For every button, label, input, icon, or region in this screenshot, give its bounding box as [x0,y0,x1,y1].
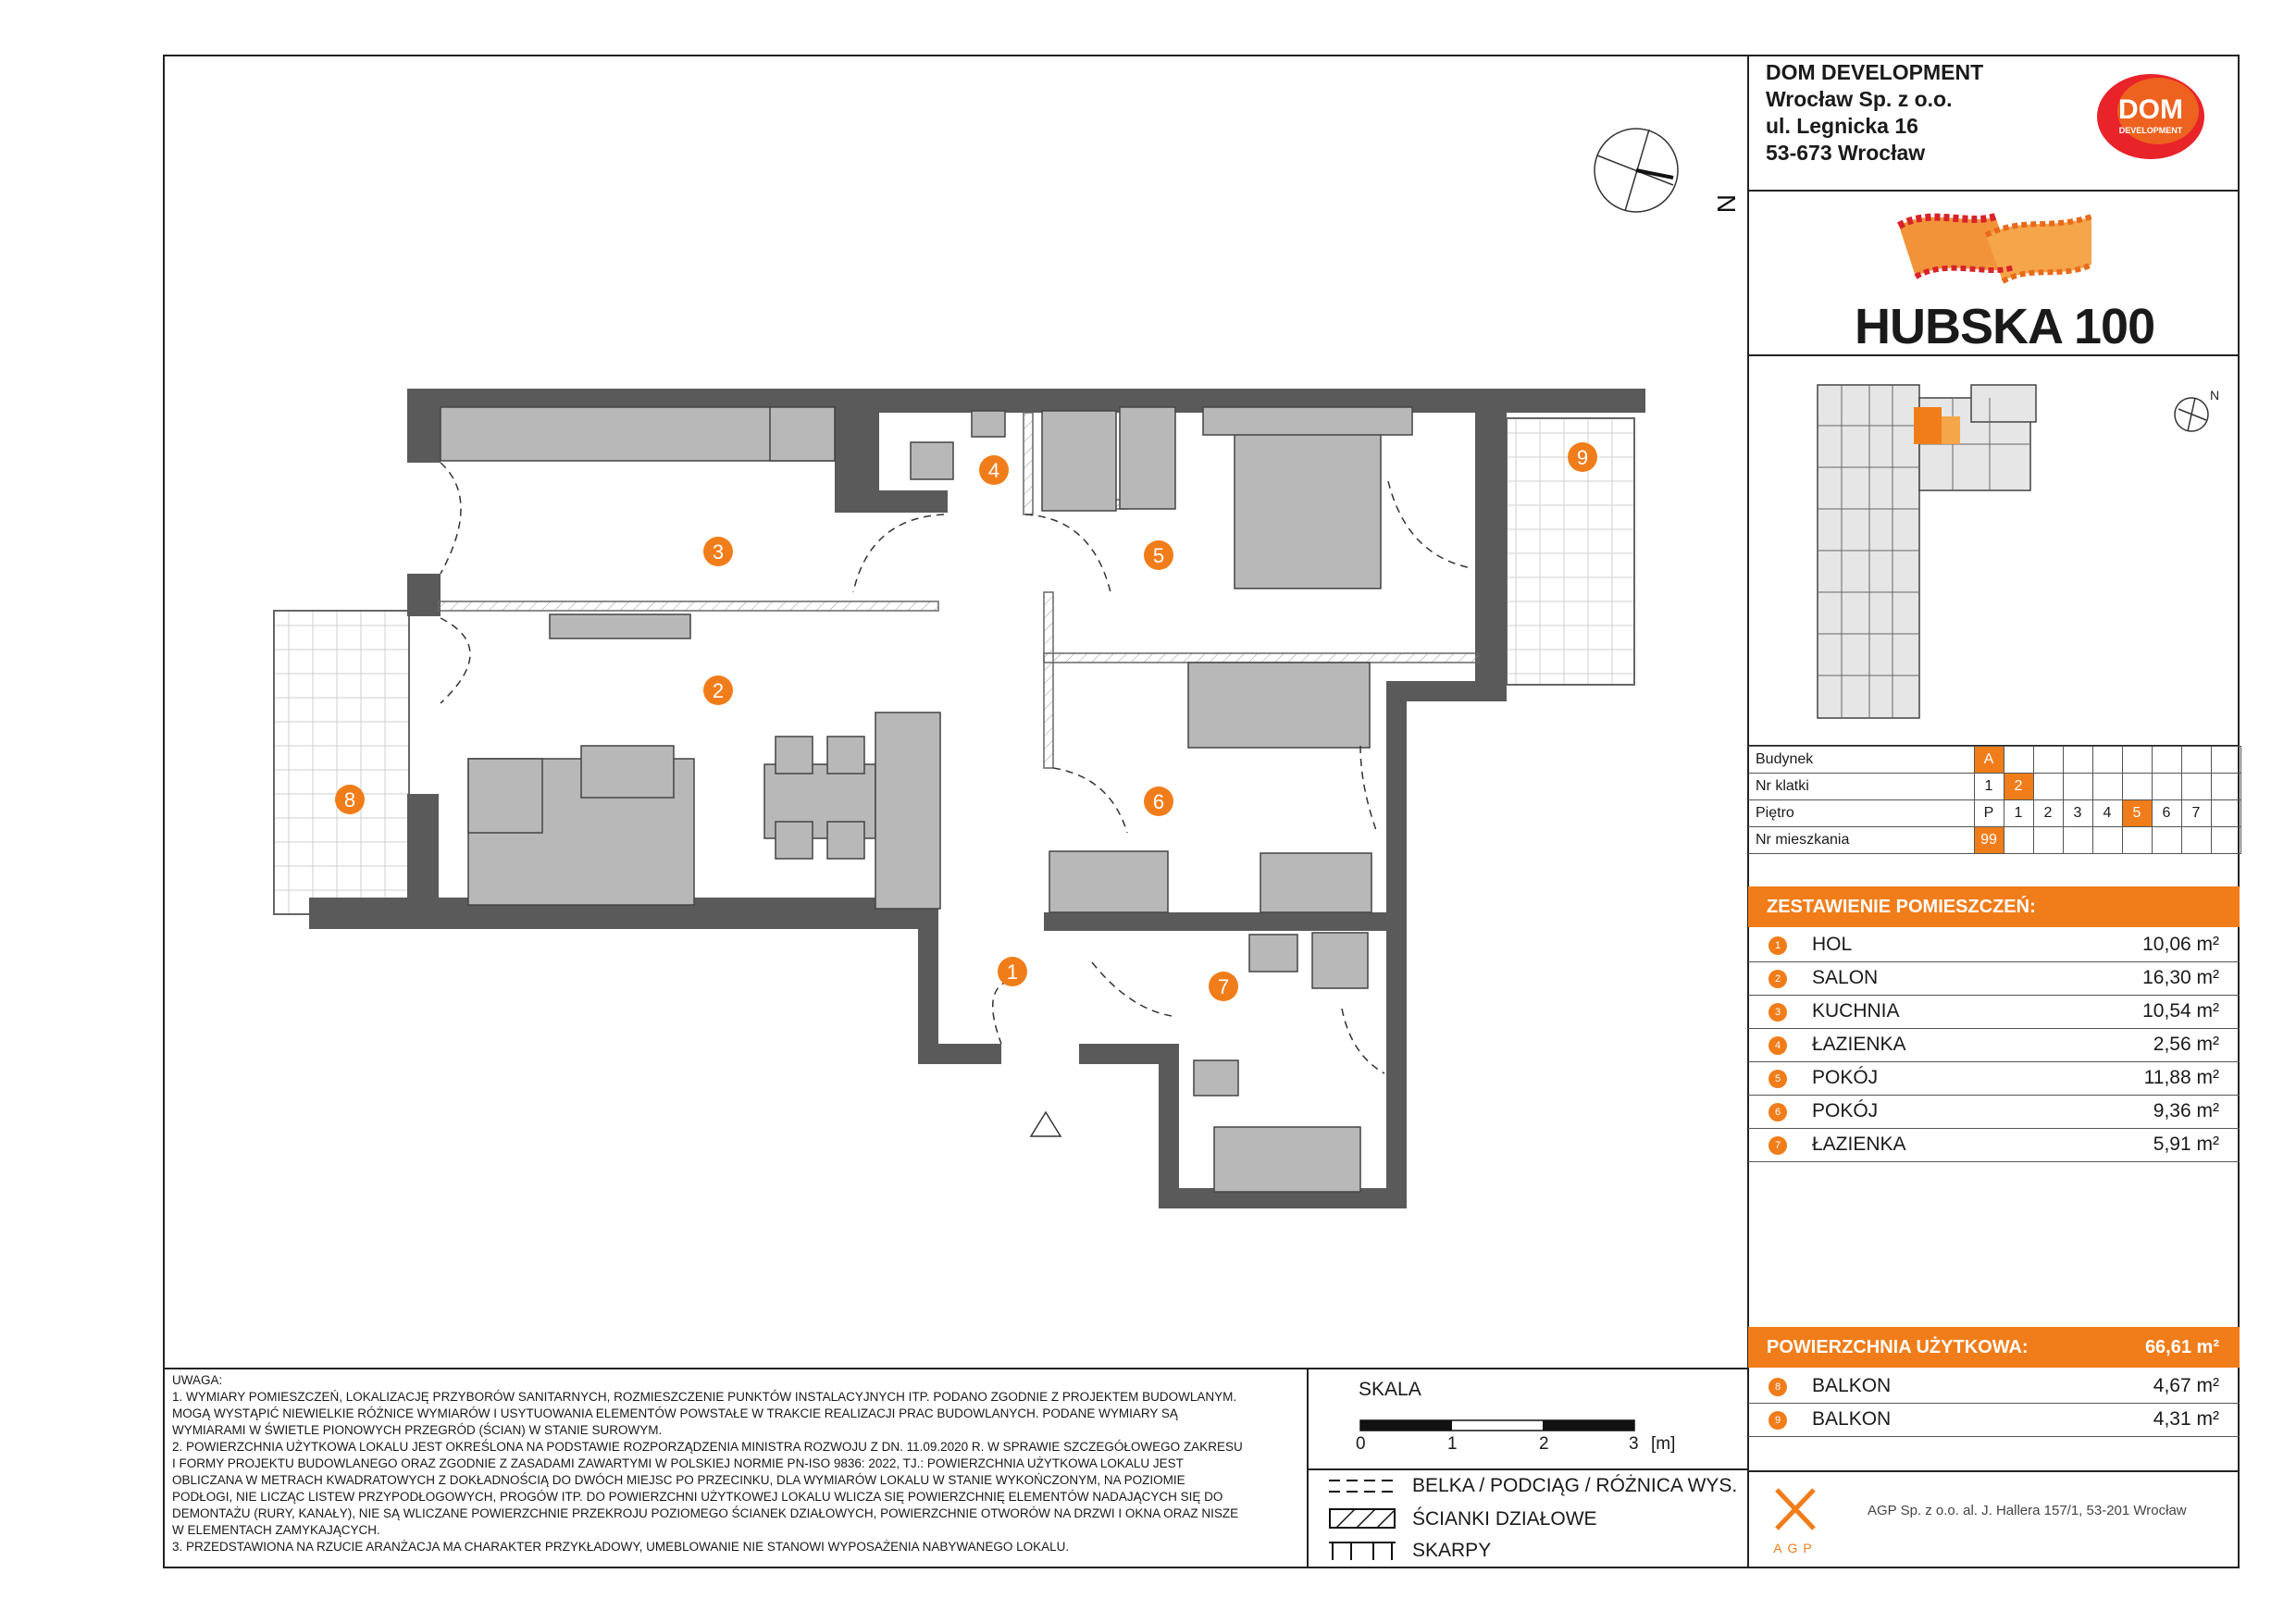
room-area: 16,30 m² [2142,967,2219,988]
legend-reveals-symbol [1329,1540,1396,1560]
compass-label: N [1712,194,1741,214]
pietro-3: 3 [2063,800,2092,827]
room-area: 10,54 m² [2142,1000,2219,1022]
room-badge: 5 [1769,1070,1787,1088]
room-badge: 2 [1769,970,1787,988]
klatka-1: 1 [1974,774,2004,800]
marker-5-label: 5 [1152,544,1165,567]
partition-kitchen-salon [439,601,938,611]
dining-chair [827,737,864,774]
legend-beam-symbol [1329,1477,1396,1495]
room-badge: 7 [1769,1136,1787,1155]
notes-line: DEMONTAŻU (RURY, KANAŁY), NIE SĄ WLICZANE POWIERZCHNIE PRZEKROJU POZIOMEGO ŚCIANEK DZIAŁOWYCH, POWIERZCHNIE OTWORÓW NA DRZWI I OKNA ORAZ NISZE [172,1506,1239,1520]
kitchen-fridge-column [770,407,835,461]
scale-bar [1360,1419,1634,1431]
klatka-label: Nr klatki [1748,774,1974,800]
room-row [1748,1028,2240,1062]
company-legal: Wrocław Sp. z o.o. [1766,87,1953,111]
shower [1042,411,1116,511]
scale-tick-0: 0 [1356,1434,1366,1454]
usable-area-label: POWIERZCHNIA UŻYTKOWA: [1767,1337,2029,1357]
company-address [1766,59,1983,167]
row-budynek [1748,747,2240,774]
legend-reveals-label: SKARPY [1412,1540,1492,1561]
pietro-4: 4 [2092,800,2122,827]
keyplan-compass-label: N [2210,388,2220,403]
row-mieszkanie [1748,827,2240,854]
room-area: 2,56 m² [2153,1034,2219,1055]
room-badge: 6 [1769,1103,1787,1121]
film-strip-logo [1893,198,2097,291]
partition-rooms-5-6 [1044,653,1479,663]
entrance-marker [1031,1112,1061,1136]
balcony-badge: 8 [1769,1378,1787,1396]
wall-corridor-left [918,898,938,1064]
klatka-2: 2 [2004,774,2033,800]
room-row [1748,1061,2240,1096]
scale-tick-2: 2 [1539,1434,1549,1454]
balcony-name: BALKON [1812,1408,1892,1430]
wardrobe-salon [875,712,940,909]
scale-tick-1: 1 [1447,1434,1458,1454]
bottom-right-divider [1747,1470,2240,1472]
company-street: ul. Legnicka 16 [1766,114,1918,138]
room-name: HOL [1812,934,1853,955]
company-name: DOM DEVELOPMENT [1766,60,1984,84]
room-name: SALON [1812,967,1879,988]
balcony-row [1748,1403,2240,1437]
room-badge: 1 [1769,936,1787,955]
notes-line: 1. WYMIARY POMIESZCZEŃ, LOKALIZACJĘ PRZYBORÓW SANITARNYCH, ROZMIESZCZENIE PUNKTÓW INSTALACYJNYCH ITP. PODANO ZGODNIE Z PROJEKTEM BUDOWLANYM. [172,1390,1237,1404]
notes-line: I FORMY PROJEKTU BUDOWLANEGO ORAZ ZGODNIE Z ZASADAMI ZAWARTYMI W POLSKIEJ NORMIE PN-ISO 9836: 2022, TJ.: POWIERZCHNIA UŻYTKOWA LOKALU JEST [172,1456,1184,1470]
agp-logo-text: AGP [1773,1541,1818,1555]
room-name: KUCHNIA [1812,1000,1900,1022]
partition-bath4 [1024,413,1033,514]
washing-machine [1312,933,1368,988]
project-name: HUBSKA 100 [1855,299,2155,354]
desk-room6 [1260,853,1371,912]
marker-8-label: 8 [343,788,356,812]
wall-bath-left [1079,1044,1172,1064]
key-plan [1814,379,2082,731]
partition-hall-rooms [1044,592,1053,768]
dining-chair [827,822,864,859]
notes-line: OBLICZANA W METRACH KWADRATOWYCH Z DOKŁADNOŚCIĄ DO DWÓCH MIEJSC PO PRZECINKU, DLA WYMIARÓW LOKALU W STANIE WYKOŃCZONYM, NA POZIOMIE [172,1473,1185,1487]
room-area: 10,06 m² [2142,934,2219,955]
room-area: 11,88 m² [2143,1067,2219,1088]
budynek-value: A [1974,747,2004,774]
marker-4-label: 4 [987,459,1000,482]
architect-address: AGP Sp. z o.o. al. J. Hallera 157/1, 53-201 Wrocław [1868,1503,2187,1518]
marker-2-label: 2 [712,679,725,702]
notes-line: MOGĄ WYSTĄPIĆ NIEWIELKIE RÓŻNICE WYMIARÓW I USYTUOWANIA ELEMENTÓW POWSTAŁE W TRAKCIE REALIZACJI PRAC BUDOWLANYCH. PODANE WYMIARY SĄ [172,1406,1178,1420]
company-city: 53-673 Wrocław [1766,141,1926,165]
wall-left-mid [407,574,441,616]
wall-bottom-right [1044,912,1396,931]
balcony-8 [274,611,409,914]
room-name: POKÓJ [1812,1067,1879,1088]
room-area: 9,36 m² [2153,1100,2219,1121]
notes-title: UWAGA: [172,1373,223,1387]
pietro-6: 6 [2152,800,2181,827]
row-klatka [1748,774,2240,800]
marker-6-label: 6 [1152,790,1165,813]
scale-title: SKALA [1359,1379,1421,1400]
mieszkanie-label: Nr mieszkania [1748,827,1974,854]
budynek-label: Budynek [1748,747,1974,774]
balcony-row [1748,1369,2240,1404]
marker-9-label: 9 [1576,446,1589,469]
balcony-name: BALKON [1812,1375,1892,1396]
pietro-7: 7 [2181,800,2211,827]
notes-line: PODŁOGI, NIE LICZĄC LISTEW PRZYPODŁOGOWYCH, PROGÓW ITP. DO POWIERZCHNI UŻYTKOWEJ LOKALU WLICZA SIĘ POWIERZCHNIĘ ELEMENTÓW NADAJĄCYCH SIĘ DO [172,1490,1223,1504]
row-pietro [1748,800,2240,827]
bed-headboard [1203,407,1412,435]
bed-room6 [1188,663,1370,748]
notes-divider [163,1368,1749,1369]
room-row [1748,995,2240,1029]
balcony-area: 4,67 m² [2153,1375,2219,1396]
room-badge: 4 [1769,1036,1787,1055]
wall-right-lower [1386,681,1407,1208]
marker-7-label: 7 [1217,975,1230,998]
legend-partitions-label: ŚCIANKI DZIAŁOWE [1412,1508,1597,1530]
washbasin-bath7 [1249,935,1297,972]
wall-bath7-left [1159,1044,1179,1208]
balcony-area: 4,31 m² [2153,1408,2219,1430]
kitchen-hood [550,614,690,638]
company-divider [1747,190,2240,192]
bathtub [1214,1127,1360,1192]
room-area: 5,91 m² [2153,1134,2219,1155]
pietro-2: 2 [2033,800,2063,827]
wardrobe-room6 [1049,851,1168,912]
wall-corridor-bottom [918,1044,1001,1064]
apartment-info-table [1748,746,2241,854]
legend-divider [1307,1468,1749,1470]
keyplan-compass [2171,388,2220,435]
legend-partitions-symbol [1329,1508,1396,1529]
room-badge: 3 [1769,1003,1787,1022]
rooms-header: ZESTAWIENIE POMIESZCZEŃ: [1748,886,2240,927]
room-row [1748,1095,2240,1129]
pietro-5: 5 [2122,800,2152,827]
room-row [1748,1128,2240,1162]
room-name: ŁAZIENKA [1812,1034,1906,1055]
mieszkanie-value: 99 [1974,827,2004,854]
dom-logo-subtext: DEVELOPMENT [2118,126,2183,135]
pietro-label: Piętro [1748,800,1974,827]
armchair [468,759,542,833]
toilet-bath4 [911,442,953,479]
balcony-badge: 9 [1769,1411,1787,1430]
pietro-1: 1 [2004,800,2033,827]
toilet-bath7 [1194,1060,1238,1096]
dom-logo [2093,70,2208,161]
wardrobe-bath4 [1120,407,1175,509]
wall-bath4-bottom [835,490,948,513]
notes [172,1372,1301,1555]
usable-area-header [1748,1327,2240,1368]
dom-logo-text: DOM [2118,94,2183,125]
room-name: ŁAZIENKA [1812,1134,1906,1155]
agp-logo [1768,1484,1832,1558]
pietro-p: P [1974,800,2004,827]
legend-beam-label: BELKA / PODCIĄG / RÓŻNICA WYS. [1412,1475,1738,1496]
wall-left-top [407,389,441,463]
notes-line: WYMIARAMI W ŚWIETLE PIONOWYCH PRZEGRÓD (ŚCIAN) W STANIE SUROWYM. [172,1423,663,1437]
notes-line: W ELEMENTACH ZAMYKAJĄCYCH. [172,1523,380,1537]
notes-line: 2. POWIERZCHNIA UŻYTKOWA LOKALU JEST OKREŚLONA NA PODSTAWIE ROZPORZĄDZENIA MINISTRA ROZWOJU Z DN. 11.09.2020 R. W SPRAWIE SZCZEGÓŁOWEGO ZAKRESU [172,1440,1243,1454]
notes-line: 3. PRZEDSTAWIONA NA RZUCIE ARANŻACJA MA CHARAKTER PRZYKŁADOWY, UMEBLOWANIE NIE STANOWI WYPOSAŻENIA NABYWANEGO LOKALU. [172,1540,1070,1554]
room-name: POKÓJ [1812,1100,1879,1121]
scale-unit: [m] [1651,1434,1676,1454]
marker-1-label: 1 [1006,960,1019,984]
room-row [1748,928,2240,962]
scale-tick-3: 3 [1629,1434,1639,1454]
furniture [441,407,1412,1192]
coffee-table [581,746,674,798]
usable-area-value: 66,61 m² [2144,1337,2219,1357]
dining-chair [776,822,813,859]
wall-balcony9-left [1475,413,1507,700]
washbasin-bath4 [972,411,1005,437]
dining-chair [776,737,813,774]
marker-3-label: 3 [712,540,725,564]
room-row [1748,961,2240,996]
